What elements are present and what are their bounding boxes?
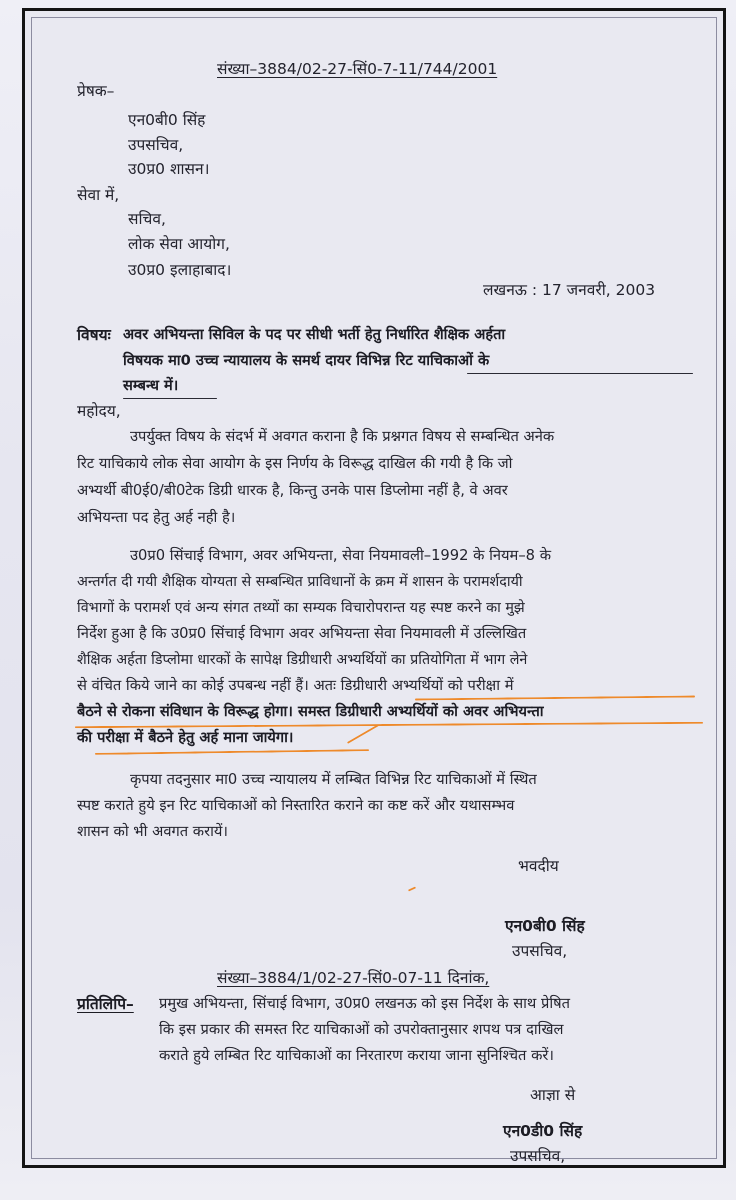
paragraph-2-line-7: बैठने से रोकना संविधान के विरूद्ध होगा। समस्त डिग्रीधारी अभ्यर्थियों को अवर अभियन्ता (77, 703, 544, 720)
copy-signatory-name: एन0डी0 सिंह (503, 1122, 583, 1140)
paragraph-3-line-2: स्पष्ट कराते हुये इन रिट याचिकाओं को निस्तारित कराने का कष्ट करें और यथासम्भव (77, 797, 515, 814)
letter-page (22, 8, 726, 1168)
paragraph-1-line-3: अभ्यर्थी बी0ई0/बी0टेक डिग्री धारक है, किन्तु उनके पास डिप्लोमा नहीं है, वे अवर (77, 482, 508, 499)
paragraph-2-line-2: अन्तर्गत दी गयी शैक्षिक योग्यता से सम्बन्धित प्राविधानों के क्रम में शासन के परामर्शदायी (77, 574, 523, 590)
sender-title: उपसचिव, (128, 136, 184, 154)
paragraph-2-line-4: निर्देश हुआ है कि उ0प्र0 सिंचाई विभाग अवर अभियन्ता सेवा नियमावली में उल्लिखित (77, 625, 527, 642)
signatory-title: उपसचिव, (512, 942, 568, 960)
paragraph-2-line-1: उ0प्र0 सिंचाई विभाग, अवर अभियन्ता, सेवा नियमावली–1992 के नियम–8 के (130, 547, 551, 564)
to-label: सेवा में, (77, 186, 120, 204)
sender-office: उ0प्र0 शासन। (128, 160, 210, 178)
sender-label: प्रेषक– (77, 82, 115, 100)
reference-number: संख्या–3884/02-27-सिं0-7-11/744/2001 (217, 60, 498, 78)
paragraph-2-line-8: की परीक्षा में बैठने हेतु अर्ह माना जायेगा। (77, 729, 294, 746)
paragraph-1-line-4: अभियन्ता पद हेतु अर्ह नही है। (77, 509, 236, 526)
subject-underline-2 (123, 398, 217, 399)
copy-line-2: कि इस प्रकार की समस्त रिट याचिकाओं को उपरोक्तानुसार शपथ पत्र दाखिल (159, 1021, 564, 1038)
recipient-title: सचिव, (128, 210, 166, 228)
copy-signatory-title: उपसचिव, (510, 1147, 566, 1165)
subject-line-1: अवर अभियन्ता सिविल के पद पर सीधी भर्ती हेतु निर्धारित शैक्षिक अर्हता (123, 326, 506, 343)
recipient-office: लोक सेवा आयोग, (128, 235, 230, 253)
copy-label: प्रतिलिपि– (77, 995, 134, 1013)
subject-line-2: विषयक मा0 उच्च न्यायालय के समर्थ दायर विभिन्न रिट याचिकाओं के (123, 352, 490, 369)
sender-name: एन0बी0 सिंह (128, 111, 206, 129)
subject-line-3: सम्बन्ध में। (123, 377, 179, 394)
by-order: आज्ञा से (530, 1086, 576, 1104)
closing: भवदीय (518, 857, 559, 875)
copy-reference: संख्या–3884/1/02-27-सिं0-07-11 दिनांक, (217, 969, 490, 987)
paragraph-3-line-3: शासन को भी अवगत करायें। (77, 823, 228, 840)
paragraph-1-line-1: उपर्युक्त विषय के संदर्भ में अवगत कराना है कि प्रश्नगत विषय से सम्बन्धित अनेक (130, 428, 555, 445)
place-date: लखनऊ : 17 जनवरी, 2003 (483, 281, 656, 299)
paragraph-2-line-3: विभागों के परामर्श एवं अन्य संगत तथ्यों का सम्यक विचारोपरान्त यह स्पष्ट करने का मुझे (77, 600, 525, 616)
subject-label: विषयः (77, 326, 111, 344)
signatory-name: एन0बी0 सिंह (505, 917, 585, 935)
paragraph-1-line-2: रिट याचिकाये लोक सेवा आयोग के इस निर्णय के विरूद्ध दाखिल की गयी है कि जो (77, 455, 513, 472)
salutation: महोदय, (77, 402, 121, 420)
paragraph-2-line-6: से वंचित किये जाने का कोई उपबन्ध नहीं हैं। अतः डिग्रीधारी अभ्यर्थियों को परीक्षा में (77, 677, 514, 694)
subject-underline (467, 373, 693, 374)
copy-line-1: प्रमुख अभियन्ता, सिंचाई विभाग, उ0प्र0 लखनऊ को इस निर्देश के साथ प्रेषित (159, 995, 570, 1012)
paragraph-3-line-1: कृपया तदनुसार मा0 उच्च न्यायालय में लम्बित विभिन्न रिट याचिकाओं में स्थित (130, 771, 537, 788)
recipient-city: उ0प्र0 इलाहाबाद। (128, 261, 232, 279)
paragraph-2-line-5: शैक्षिक अर्हता डिप्लोमा धारकों के सापेक्ष डिग्रीधारी अभ्यर्थियों का प्रतियोगिता में भाग लेने (77, 652, 528, 668)
copy-line-3: कराते हुये लम्बित रिट याचिकाओं का निरतारण कराया जाना सुनिश्चित करें। (159, 1047, 554, 1064)
